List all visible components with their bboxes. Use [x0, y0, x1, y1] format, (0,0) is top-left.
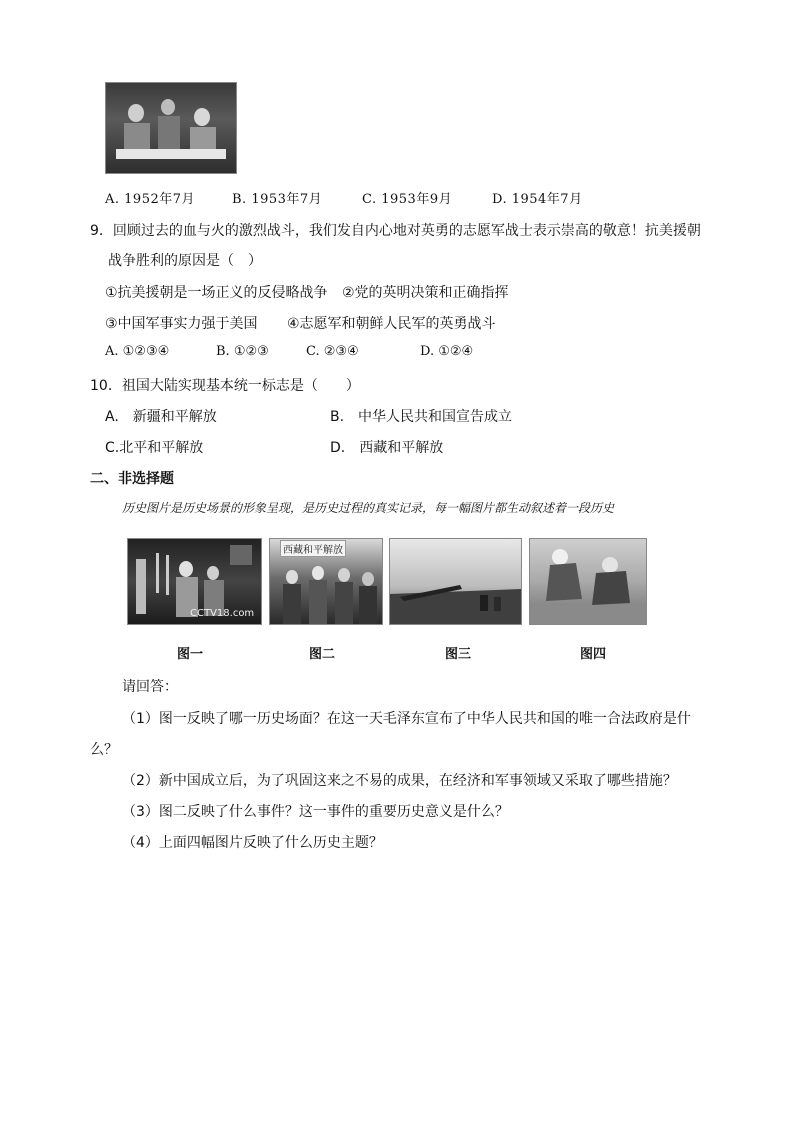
- section2-heading: 二、非选择题: [90, 471, 174, 487]
- q9-item3: ③中国军事实力强于美国: [105, 316, 258, 332]
- q9-option-d: D. ①②④: [420, 344, 474, 359]
- figure-2-caption: 图二: [308, 647, 335, 662]
- q9-option-b: B. ①②③: [216, 344, 269, 359]
- q10-option-d: D. 西藏和平解放: [330, 440, 444, 456]
- section2-intro: 历史图片是历史场景的形象呈现，是历史过程的真实记录，每一幅图片都生动叙述着一段历史: [122, 501, 615, 515]
- q8-option-a: A. 1952年7月: [105, 192, 196, 207]
- figure-3-photo: [389, 538, 522, 625]
- sub-question-3: （3）图二反映了什么事件？这一事件的重要历史意义是什么？: [122, 804, 509, 820]
- q9-option-a: A. ①②③④: [105, 344, 170, 359]
- signing-photo-figures: [106, 83, 236, 173]
- figure-4-photo: [529, 538, 647, 625]
- figure-2-banner: 西藏和平解放: [280, 540, 346, 557]
- q8-option-b: B. 1953年7月: [232, 192, 323, 207]
- figure-2-crowd: [270, 539, 382, 624]
- figure-1-watermark: CCTV18.com: [190, 608, 255, 619]
- q8-option-d: D. 1954年7月: [492, 192, 583, 207]
- sub-question-1-line2: 么？: [90, 742, 118, 758]
- q8-option-c: C. 1953年9月: [362, 192, 453, 207]
- figure-4-farm-scene: [530, 539, 646, 624]
- sub-question-4: （4）上面四幅图片反映了什么历史主题？: [122, 835, 383, 851]
- q9-item4: ④志愿军和朝鲜人民军的英勇战斗: [287, 316, 496, 332]
- signing-photo: [105, 82, 237, 174]
- q9-stem-line2: 战争胜利的原因是（ ）: [108, 253, 262, 269]
- sub-question-1-line1: （1）图一反映了哪一历史场面？在这一天毛泽东宣布了中华人民共和国的唯一合法政府是什: [122, 711, 691, 727]
- q9-stem-line1: 9．回顾过去的血与火的激烈战斗，我们发自内心地对英勇的志愿军战士表示崇高的敬意！抗美援朝: [90, 223, 701, 239]
- figure-2-photo: [269, 538, 383, 625]
- figure-1-photo: [127, 538, 262, 625]
- q10-stem: 10．祖国大陆实现基本统一标志是（ ）: [90, 378, 360, 394]
- figure-4-caption: 图四: [579, 647, 606, 662]
- answer-prompt: 请回答：: [122, 679, 178, 695]
- figure-3-caption: 图三: [444, 647, 471, 662]
- q9-item2: ②党的英明决策和正确指挥: [342, 285, 509, 301]
- q10-option-c: C.北平和平解放: [105, 440, 204, 456]
- q10-option-a: A. 新疆和平解放: [105, 409, 217, 425]
- q9-option-c: C. ②③④: [306, 344, 359, 359]
- sub-question-2: （2）新中国成立后，为了巩固这来之不易的成果，在经济和军事领域又采取了哪些措施？: [122, 773, 677, 789]
- figure-1-caption: 图一: [176, 647, 203, 662]
- q10-option-b: B. 中华人民共和国宣告成立: [330, 409, 513, 425]
- q9-item1: ①抗美援朝是一场正义的反侵略战争: [105, 285, 328, 301]
- figure-3-dam-scene: [390, 539, 521, 624]
